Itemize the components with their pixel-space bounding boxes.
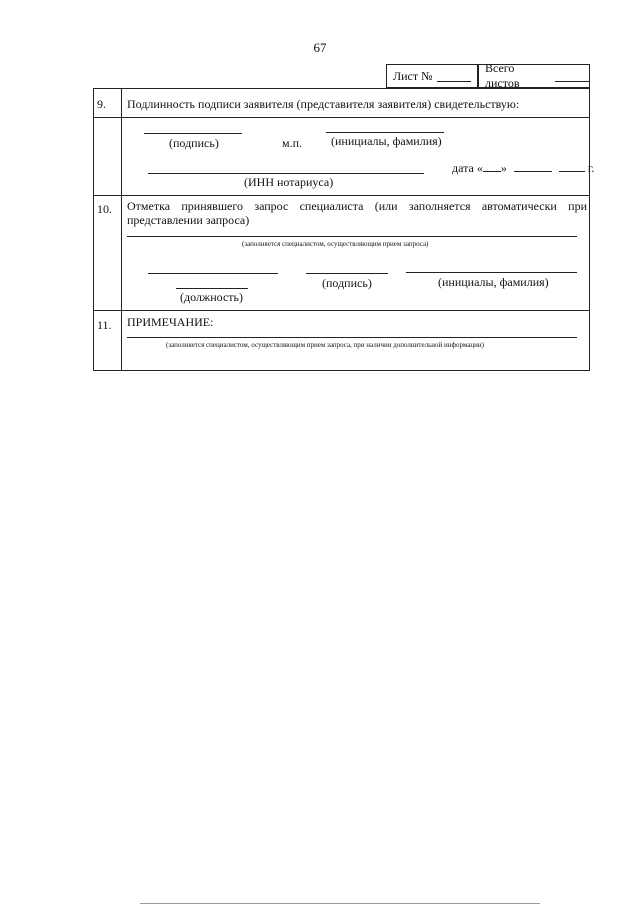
notary-inn-field[interactable]	[148, 173, 424, 174]
page-number: 67	[313, 40, 327, 55]
sheet-total-label: Всего листов	[485, 61, 520, 90]
specialist-mark-field[interactable]	[127, 236, 577, 237]
note-field[interactable]	[127, 337, 577, 338]
form-table	[93, 88, 595, 371]
sheet-total-field[interactable]	[555, 70, 589, 82]
row-divider	[94, 195, 589, 196]
section-10-number: 10.	[97, 202, 112, 216]
sheet-total-cell	[478, 61, 590, 90]
specialist-initials-field[interactable]	[406, 272, 577, 273]
date-day-field[interactable]	[483, 160, 501, 172]
section-10-title-line2: представлении запроса)	[127, 213, 250, 227]
notary-initials-label: (инициалы, фамилия)	[331, 134, 442, 148]
notary-initials-field[interactable]	[326, 132, 444, 133]
section-11-title: ПРИМЕЧАНИЕ:	[127, 315, 214, 329]
specialist-position-field-short[interactable]	[176, 288, 248, 289]
specialist-signature-label: (подпись)	[322, 276, 372, 290]
row-divider	[94, 310, 589, 311]
number-column-divider	[121, 89, 122, 370]
section-9-title: Подлинность подписи заявителя (представителя заявителя) свидетельствую:	[127, 97, 520, 111]
date-field[interactable]	[452, 160, 594, 176]
sheet-number-label: Лист №	[393, 68, 433, 83]
date-year-field[interactable]	[559, 160, 585, 172]
sheet-number-cell	[386, 64, 478, 88]
section-10-title-line1: Отметка принявшего запрос специалиста (или заполняется автоматически при	[127, 199, 587, 213]
specialist-signature-field[interactable]	[306, 273, 388, 274]
notary-signature-label: (подпись)	[169, 136, 219, 150]
specialist-initials-label: (инициалы, фамилия)	[438, 275, 549, 289]
notary-signature-field[interactable]	[144, 133, 242, 134]
page-bottom-edge	[140, 903, 540, 904]
specialist-position-field[interactable]	[148, 273, 278, 274]
section-10-filled-by-note: (заполняется специалистом, осуществляющим прием запроса)	[242, 240, 429, 248]
section-9-number: 9.	[97, 97, 106, 111]
date-month-field[interactable]	[514, 160, 552, 172]
specialist-position-label: (должность)	[180, 290, 243, 304]
date-mid: »	[500, 161, 507, 175]
date-prefix: дата «	[452, 161, 483, 175]
sheet-number-field[interactable]	[437, 70, 471, 82]
date-suffix: г.	[587, 161, 595, 175]
section-11-number: 11.	[97, 318, 112, 332]
row-divider	[94, 117, 589, 118]
section-11-filled-by-note: (заполняется специалистом, осуществляющим прием запроса, при наличии дополнительной информации)	[166, 341, 484, 349]
stamp-label: м.п.	[282, 136, 303, 150]
notary-inn-label: (ИНН нотариуса)	[244, 175, 334, 189]
